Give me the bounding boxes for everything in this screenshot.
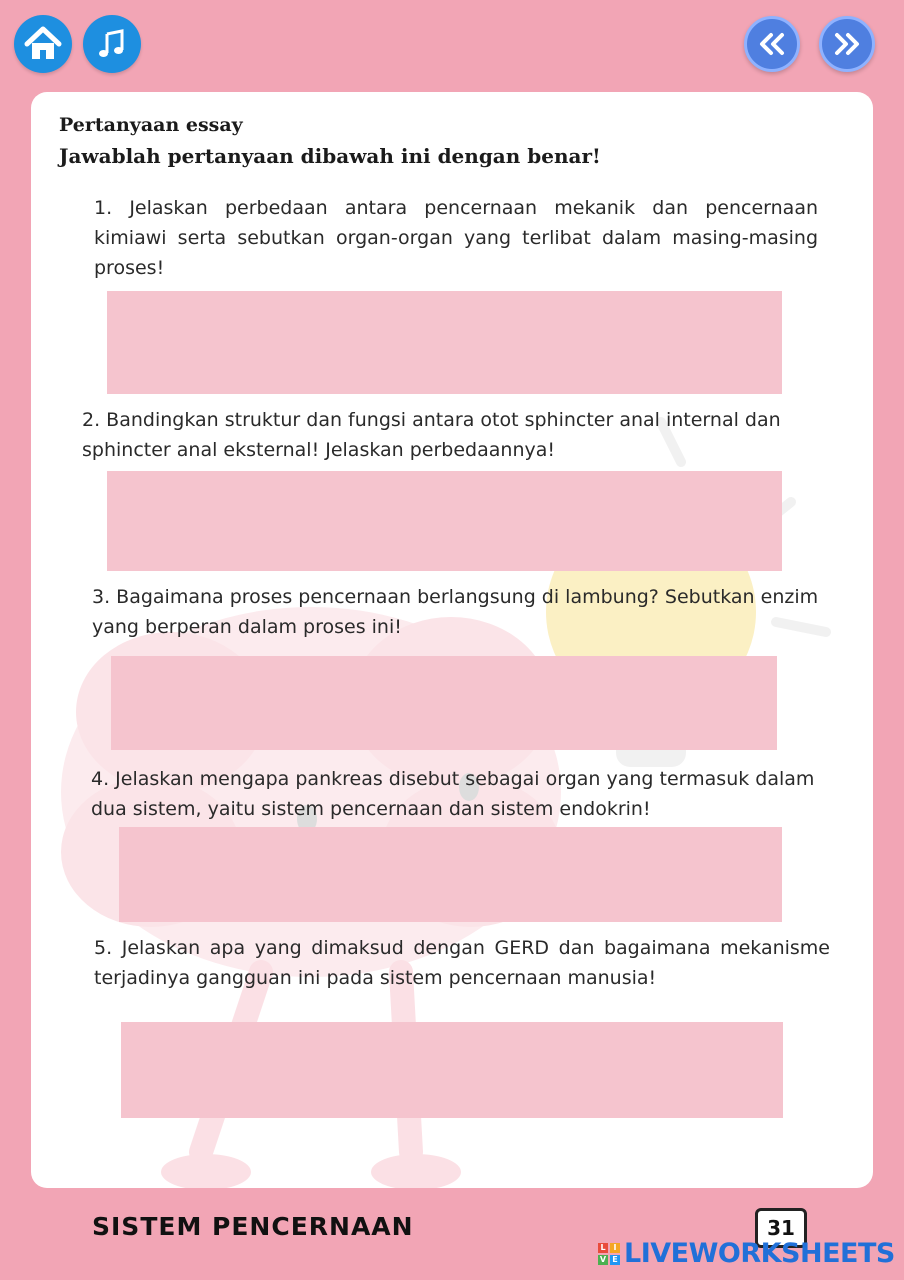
- next-page-button[interactable]: [819, 16, 875, 72]
- answer-box-4[interactable]: [119, 827, 782, 922]
- answer-box-5[interactable]: [121, 1022, 783, 1118]
- music-note-icon: [96, 28, 128, 60]
- double-chevron-right-icon: [832, 32, 862, 56]
- previous-page-button[interactable]: [744, 16, 800, 72]
- liveworksheets-logo[interactable]: [598, 1238, 895, 1269]
- question-4: 4. Jelaskan mengapa pankreas disebut sebagai organ yang termasuk dalam dua sistem, yaitu sistem pencernaan dan sistem endokrin!: [91, 768, 815, 820]
- worksheet-card: [31, 92, 873, 1188]
- brand-tiles: L I V E: [598, 1243, 620, 1265]
- section-title: Pertanyaan essay: [59, 114, 243, 136]
- question-3: 3. Bagaimana proses pencernaan berlangsung di lambung? Sebutkan enzim yang berperan dalam proses ini!: [92, 586, 819, 638]
- chapter-title: SISTEM PENCERNAAN: [92, 1212, 414, 1241]
- answer-box-3[interactable]: [111, 656, 777, 750]
- brand-name: LIVEWORKSHEETS: [624, 1238, 895, 1269]
- double-chevron-left-icon: [757, 32, 787, 56]
- home-icon: [23, 24, 63, 64]
- home-button[interactable]: [14, 15, 72, 73]
- answer-box-1[interactable]: [107, 291, 782, 394]
- answer-box-2[interactable]: [107, 471, 782, 571]
- instruction-text: Jawablah pertanyaan dibawah ini dengan benar!: [59, 144, 601, 168]
- question-5: 5. Jelaskan apa yang dimaksud dengan GERD dan bagaimana mekanisme terjadinya gangguan ini pada sistem pencernaan manusia!: [94, 937, 830, 989]
- question-2: 2. Bandingkan struktur dan fungsi antara otot sphincter anal internal dan sphincter anal eksternal! Jelaskan perbedaannya!: [82, 409, 781, 461]
- question-1: 1. Jelaskan perbedaan antara pencernaan mekanik dan pencernaan kimiawi serta sebutkan organ-organ yang terlibat dalam masing-masing proses!: [94, 197, 818, 279]
- page-number: 31: [755, 1208, 807, 1248]
- music-button[interactable]: [83, 15, 141, 73]
